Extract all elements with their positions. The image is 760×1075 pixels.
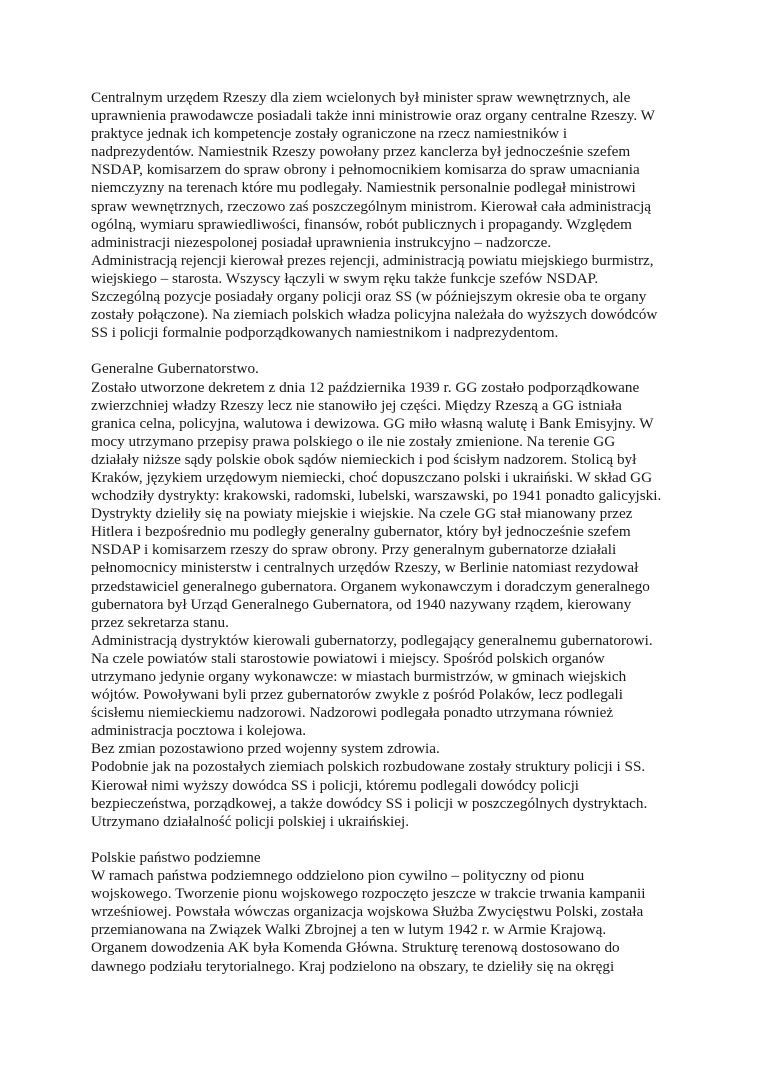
text-line: pełnomocnicy ministerstw i centralnych urzędów Rzeszy, w Berlinie natomiast rezydował bbox=[91, 559, 639, 577]
text-line: przedstawiciel generalnego gubernatora. Organem wykonawczym i doradczym generalnego bbox=[91, 577, 650, 595]
text-line: mocy utrzymano przepisy prawa polskiego o ile nie zostały zmienione. Na terenie GG bbox=[91, 432, 616, 450]
text-line: Podobnie jak na pozostałych ziemiach polskich rozbudowane zostały struktury policji i SS. bbox=[91, 758, 646, 776]
paragraph-spacer bbox=[91, 831, 681, 849]
text-line: SS i policji formalnie podporządkowanych namiestnikom i nadprezydentom. bbox=[91, 324, 559, 342]
paragraph-generalne-gubernatorstwo bbox=[91, 360, 681, 830]
text-line: wchodziły dystrykty: krakowski, radomski, lubelski, warszawski, po 1941 ponadto galicyjski. bbox=[91, 487, 662, 505]
text-line: uprawnienia prawodawcze posiadali także inni ministrowie oraz organy centralne Rzeszy. W bbox=[91, 107, 655, 125]
paragraph-ziemie-wcielone bbox=[91, 89, 681, 342]
text-line: Na czele powiatów stali starostowie powiatowi i miejscy. Spośród polskich organów bbox=[91, 649, 605, 667]
text-line: przemianowana na Związek Walki Zbrojnej a ten w lutym 1942 r. w Armie Krajową. bbox=[91, 921, 607, 939]
text-line: wrześniowej. Powstała wówczas organizacja wojskowa Służba Zwycięstwu Polski, została bbox=[91, 903, 644, 921]
text-line: Kierował nimi wyższy dowódca SS i policji, któremu podlegali dowódcy policji bbox=[91, 776, 580, 794]
text-line: Organem dowodzenia AK była Komenda Główna. Strukturę terenową dostosowano do bbox=[91, 939, 620, 957]
text-line: granica celna, policyjna, walutowa i dewizowa. GG miło własną walutę i Bank Emisyjny. W bbox=[91, 414, 654, 432]
text-line: Kraków, językiem urzędowym niemiecki, choć dopuszczano polski i ukraiński. W skład GG bbox=[91, 468, 653, 486]
text-line: Centralnym urzędem Rzeszy dla ziem wcielonych był minister spraw wewnętrznych, ale bbox=[91, 89, 631, 106]
paragraph-panstwo-podziemne bbox=[91, 849, 681, 976]
text-line: Szczególną pozycje posiadały organy policji oraz SS (w późniejszym okresie oba te organy bbox=[91, 288, 647, 306]
text-line: W ramach państwa podziemnego oddzielono pion cywilno – polityczny od pionu bbox=[91, 867, 585, 885]
paragraph-spacer bbox=[91, 342, 681, 360]
text-line: wojskowego. Tworzenie pionu wojskowego rozpoczęto jeszcze w trakcie trwania kampanii bbox=[91, 885, 646, 903]
text-line: Administracją dystryktów kierowali gubernatorzy, podlegający generalnemu gubernatorowi. bbox=[91, 631, 653, 649]
text-line: wójtów. Powoływani byli przez gubernatorów zwykle z pośród Polaków, lecz podlegali bbox=[91, 686, 623, 704]
text-line: utrzymano jedynie organy wykonawcze: w miastach burmistrzów, w gminach wiejskich bbox=[91, 668, 627, 685]
text-line: Generalne Gubernatorstwo. bbox=[91, 360, 259, 378]
text-line: Bez zmian pozostawiono przed wojenny system zdrowia. bbox=[91, 740, 440, 758]
text-line: ścisłemu niemieckiemu nadzorowi. Nadzorowi podlegała ponadto utrzymana również bbox=[91, 704, 614, 722]
text-line: Hitlera i bezpośrednio mu podległy generalny gubernator, który był jednocześnie szefem bbox=[91, 523, 631, 541]
text-line: wiejskiego – starosta. Wszyscy łączyli w swym ręku także funkcje szefów NSDAP. bbox=[91, 269, 599, 287]
document-page bbox=[91, 89, 681, 976]
text-line: Utrzymano działalność policji polskiej i ukraińskiej. bbox=[91, 812, 410, 830]
text-line: bezpieczeństwa, porządkowej, a także dowódcy SS i policji w poszczególnych dystryktach. bbox=[91, 794, 648, 812]
text-line: gubernatora był Urząd Generalnego Gubernatora, od 1940 nazywany rządem, kierowany bbox=[91, 595, 632, 613]
text-line: Polskie państwo podziemne bbox=[91, 848, 261, 866]
text-line: działały niższe sądy polskie obok sądów niemieckich i pod ścisłym nadzorem. Stolicą był bbox=[91, 450, 637, 468]
text-line: NSDAP i komisarzem rzeszy do spraw obrony. Przy generalnym gubernatorze działali bbox=[91, 541, 617, 559]
text-line: nadprezydentów. Namiestnik Rzeszy powołany przez kanclerza był jednocześnie szefem bbox=[91, 143, 631, 161]
text-line: Dystrykty dzieliły się na powiaty miejskie i wiejskie. Na czele GG stał mianowany przez bbox=[91, 505, 633, 523]
text-line: zostały połączone). Na ziemiach polskich władza policyjna należała do wyższych dowódców bbox=[91, 306, 658, 324]
text-line: praktyce jednak ich kompetencje zostały ograniczone na rzecz namiestników i bbox=[91, 125, 568, 143]
text-line: Administracją rejencji kierował prezes rejencji, administracją powiatu miejskiego burmistrz, bbox=[91, 251, 654, 269]
text-line: Zostało utworzone dekretem z dnia 12 października 1939 r. GG zostało podporządkowane bbox=[91, 378, 640, 396]
text-line: ogólną, wymiaru sprawiedliwości, finansów, robót publicznych i propagandy. Względem bbox=[91, 215, 632, 233]
text-line: niemczyzny na terenach które mu podlegały. Namiestnik personalnie podlegał ministrowi bbox=[91, 179, 636, 197]
text-line: NSDAP, komisarzem do spraw obrony i pełnomocnikiem komisarza do spraw umacniania bbox=[91, 161, 640, 179]
text-line: przez sekretarza stanu. bbox=[91, 613, 229, 631]
text-line: spraw wewnętrznych, rzeczowo zaś poszczególnym ministrom. Kierował cała administracją bbox=[91, 197, 652, 215]
text-line: zwierzchniej władzy Rzeszy lecz nie stanowiło jej części. Między Rzeszą a GG istniała bbox=[91, 396, 622, 414]
text-line: administracji niezespolonej posiadał uprawnienia instrukcyjno – nadzorcze. bbox=[91, 233, 552, 251]
text-line: administracja pocztowa i kolejowa. bbox=[91, 722, 307, 740]
text-line: dawnego podziału terytorialnego. Kraj podzielono na obszary, te dzieliły się na okręgi bbox=[91, 957, 615, 975]
